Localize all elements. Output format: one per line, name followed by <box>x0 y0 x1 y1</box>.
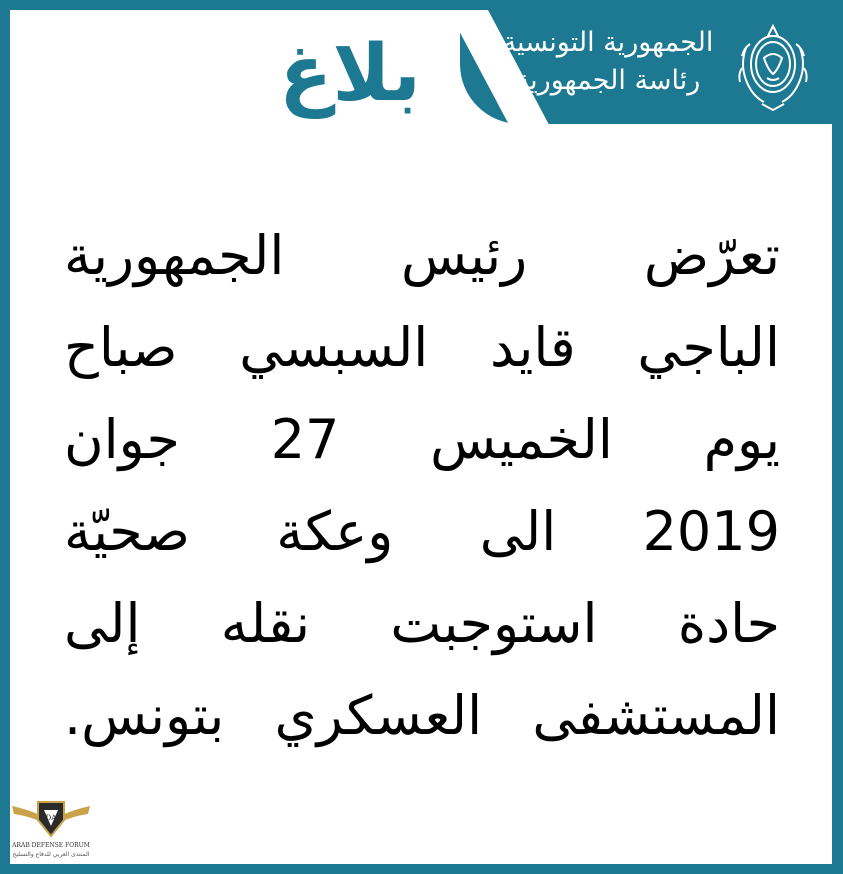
body-line-4: 2019 الى وعكة صحيّة <box>64 500 780 563</box>
page-title: بلاغ <box>279 29 421 119</box>
republic-name: الجمهورية التونسية <box>502 27 714 58</box>
presidency-seal-icon <box>734 18 812 114</box>
body-line-2: الباجي قايد السبسي صباح <box>64 316 780 379</box>
arab-defense-forum-logo-icon <box>8 796 94 842</box>
body-line-3: يوم الخميس 27 جوان <box>64 408 780 471</box>
watermark-logo <box>8 796 94 860</box>
communique-card <box>10 10 832 864</box>
communique-body <box>64 210 780 762</box>
body-line-1: تعرّض رئيس الجمهورية <box>64 224 780 287</box>
presidency-header <box>460 10 832 124</box>
body-line-5: حادة استوجبت نقله إلى <box>64 592 780 655</box>
watermark-caption-ar: المنتدى العربي للدفاع والتسليح <box>12 851 90 858</box>
presidency-header-text <box>488 24 728 100</box>
body-line-6: المستشفى العسكري بتونس. <box>64 684 780 747</box>
svg-text:DA: DA <box>45 814 57 822</box>
presidency-name: رئاسة الجمهورية <box>515 65 701 96</box>
watermark-caption-en: ARAB DEFENSE FORUM <box>12 842 90 849</box>
